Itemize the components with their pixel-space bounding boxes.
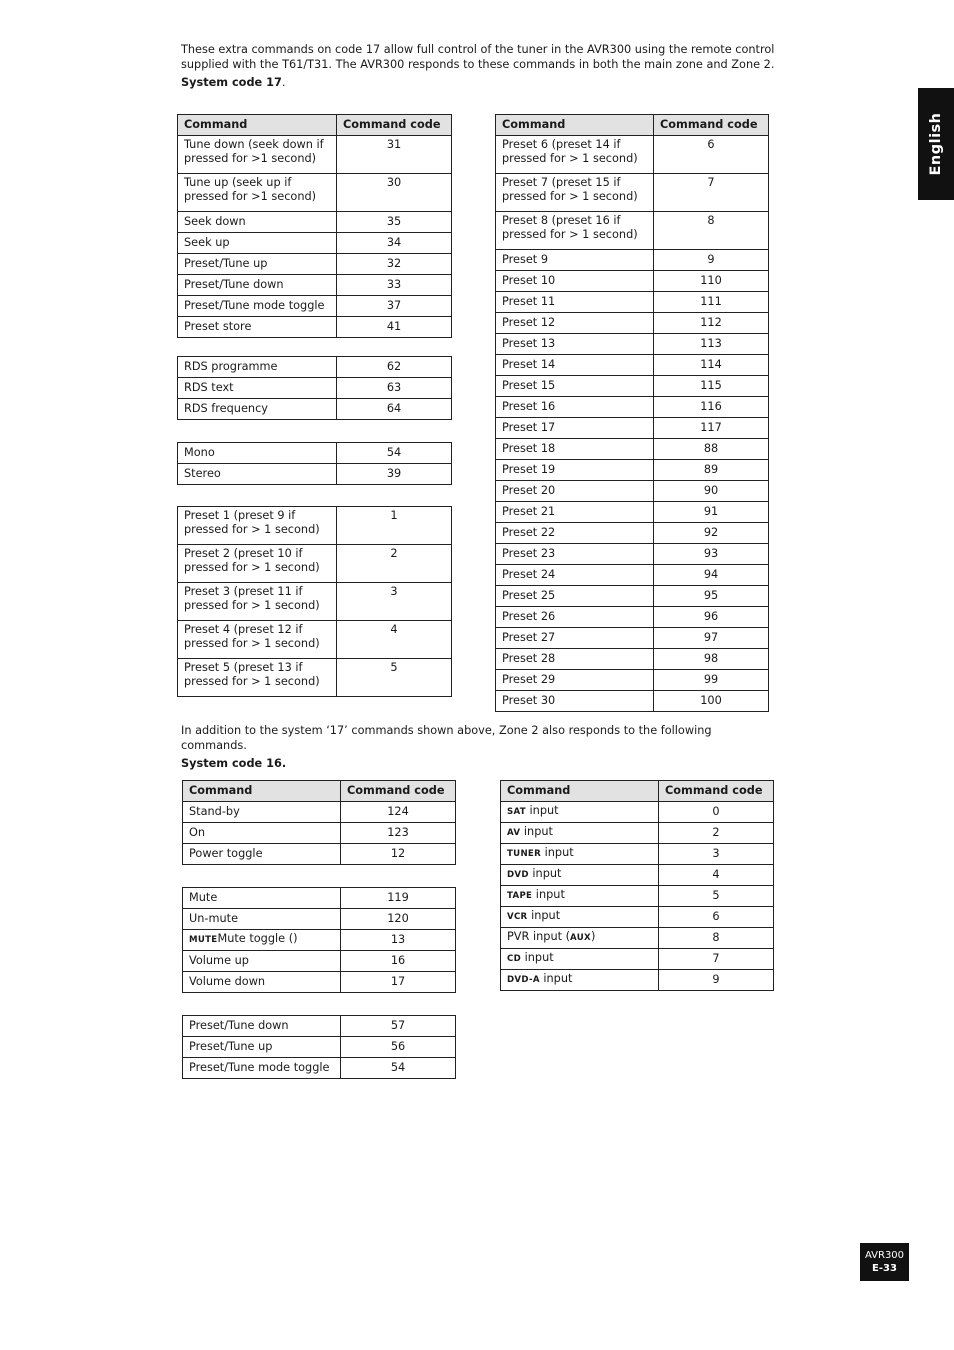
table-row [496,313,769,334]
command-cell [178,174,337,212]
language-tab: English [918,88,954,200]
command-text: Preset 24 [502,567,556,581]
command-code-cell: 63 [337,378,452,399]
command-code-cell: 115 [654,376,769,397]
command-code-cell: 93 [654,544,769,565]
command-text: Un-mute [189,911,239,925]
code17-table-left-b [177,356,452,420]
command-code-cell: 97 [654,628,769,649]
command-code-cell: 31 [337,136,452,174]
system-code-16-label: System code 16. [181,757,287,770]
remote-key-label: MUTE [189,935,218,946]
command-cell [496,439,654,460]
table-row [178,275,452,296]
command-cell [178,212,337,233]
command-cell [496,523,654,544]
command-text: RDS text [184,380,234,394]
table-row [496,691,769,712]
command-code-cell: 7 [654,174,769,212]
command-code-cell: 5 [337,659,452,697]
command-code-cell: 12 [341,844,456,865]
command-cell [496,628,654,649]
table-row [178,443,452,464]
command-text: Volume up [189,953,249,967]
command-code-cell: 88 [654,439,769,460]
table-row [496,334,769,355]
table-header-row [178,115,452,136]
command-cell [183,844,341,865]
table-row [178,583,452,621]
command-text: Preset/Tune down [184,277,284,291]
table-row [183,802,456,823]
table-row [496,607,769,628]
table-row [178,317,452,338]
command-cell [496,376,654,397]
command-code-cell: 39 [337,464,452,485]
command-code-cell: 2 [337,545,452,583]
table-row [496,292,769,313]
command-cell [501,907,659,928]
code16-table-right [500,780,774,991]
code17-table-left-a [177,114,452,338]
remote-key-label: VCR [507,912,528,923]
table-row [183,930,456,951]
command-cell [496,355,654,376]
command-text: Preset/Tune mode toggle [184,298,325,312]
code17-table-right [495,114,769,712]
command-code-cell: 100 [654,691,769,712]
command-text: Preset 29 [502,672,556,686]
command-cell [496,212,654,250]
command-text: Preset 15 [502,378,556,392]
remote-key-label: AUX [570,933,591,944]
command-code-cell: 17 [341,972,456,993]
zone2-paragraph: In addition to the system ‘17’ commands shown above, Zone 2 also responds to the following commands. [181,724,712,752]
table-row [178,174,452,212]
table-row [183,909,456,930]
table-row [501,907,774,928]
command-code-cell: 54 [341,1058,456,1079]
remote-key-label: TAPE [507,891,533,902]
command-code-cell: 64 [337,399,452,420]
intro-paragraph [181,43,781,72]
command-cell [178,136,337,174]
command-code-cell: 94 [654,565,769,586]
command-code-cell: 9 [659,970,774,991]
command-cell [501,823,659,844]
command-cell [178,659,337,697]
command-cell [496,649,654,670]
command-code-cell: 37 [337,296,452,317]
command-code-cell: 2 [659,823,774,844]
command-text: Preset 7 (preset 15 if pressed for > 1 second) [502,176,638,204]
command-code-cell: 110 [654,271,769,292]
command-code-cell: 33 [337,275,452,296]
command-cell [501,802,659,823]
table-row [183,888,456,909]
command-code-cell: 1 [337,507,452,545]
command-cell [501,949,659,970]
command-code-cell: 96 [654,607,769,628]
command-text: Preset 21 [502,504,556,518]
command-cell [183,930,341,951]
table-row [178,545,452,583]
command-cell [496,418,654,439]
table-row [178,296,452,317]
command-text: Preset store [184,319,252,333]
command-text: Seek down [184,214,246,228]
command-text: Tune up (seek up if pressed for >1 second) [184,176,317,204]
command-text: input [532,888,565,902]
table-row [501,802,774,823]
command-text: Preset 3 (preset 11 if pressed for > 1 second) [184,585,320,613]
command-text: Preset 22 [502,525,556,539]
command-text: Preset/Tune up [189,1039,273,1053]
command-cell [496,691,654,712]
table-row [496,544,769,565]
command-text: Preset 17 [502,420,556,434]
command-code-cell: 0 [659,802,774,823]
command-cell [178,399,337,420]
system-code-17: System code 17 [181,76,282,89]
command-cell [496,174,654,212]
command-cell [183,823,341,844]
code17-table-left-d [177,506,452,697]
command-suffix: ) [590,930,596,944]
table-row [178,212,452,233]
command-text: Preset 27 [502,630,556,644]
command-text: Preset/Tune mode toggle [189,1060,330,1074]
command-code-cell: 112 [654,313,769,334]
remote-key-label: TUNER [507,849,542,860]
table-row [496,649,769,670]
command-text: Mute [189,890,218,904]
code16-table-left-b [182,887,456,993]
command-code-cell: 6 [654,136,769,174]
command-code-cell: 99 [654,670,769,691]
command-cell [496,544,654,565]
table-row [178,136,452,174]
command-code-cell: 95 [654,586,769,607]
command-text: input [541,846,574,860]
command-code-cell: 3 [659,844,774,865]
command-cell [178,357,337,378]
command-code-cell: 111 [654,292,769,313]
command-text: Preset 6 (preset 14 if pressed for > 1 second) [502,138,638,166]
command-text: Preset 4 (preset 12 if pressed for > 1 second) [184,623,320,651]
command-code-cell: 32 [337,254,452,275]
command-cell [496,271,654,292]
command-code-cell: 57 [341,1016,456,1037]
remote-key-label: DVD-A [507,975,540,986]
command-cell [178,545,337,583]
command-text: Preset 18 [502,441,556,455]
command-cell [178,443,337,464]
command-cell [496,481,654,502]
command-code-cell: 7 [659,949,774,970]
table-row [178,378,452,399]
command-code-cell: 54 [337,443,452,464]
remote-key-label: SAT [507,807,526,818]
table-row [501,865,774,886]
command-text: Preset 26 [502,609,556,623]
table-row [496,355,769,376]
command-text: Stand-by [189,804,240,818]
command-cell [496,670,654,691]
command-code-cell: 98 [654,649,769,670]
table-row [496,523,769,544]
command-cell [183,888,341,909]
command-text: Preset 1 (preset 9 if pressed for > 1 second) [184,509,320,537]
intro-text: These extra commands on code 17 allow full control of the tuner in the AVR300 using the remote control supplied with the T61/T31. The AVR300 responds to these commands in both the main zone and Zone 2. [181,43,775,71]
header-command: Command [183,781,341,802]
command-suffix: ) [293,932,298,946]
command-code-cell: 41 [337,317,452,338]
command-text: input [525,804,559,818]
command-code-cell: 8 [654,212,769,250]
command-code-cell: 116 [654,397,769,418]
command-text: Preset 13 [502,336,556,350]
command-code-cell: 13 [341,930,456,951]
command-code-cell: 34 [337,233,452,254]
table-header-row [183,781,456,802]
command-cell [178,296,337,317]
command-code-cell: 119 [341,888,456,909]
command-text: Preset 19 [502,462,556,476]
table-row [496,136,769,174]
header-command: Command [496,115,654,136]
table-row [496,397,769,418]
command-text: Preset 12 [502,315,556,329]
table-row [496,439,769,460]
table-row [501,949,774,970]
code16-table-left-c [182,1015,456,1079]
table-row [496,586,769,607]
command-text: Preset 30 [502,693,556,707]
command-text: PVR input ( [507,930,571,944]
code17-table-left-c [177,442,452,485]
command-code-cell: 91 [654,502,769,523]
command-code-cell: 30 [337,174,452,212]
command-cell [183,1037,341,1058]
command-text: Seek up [184,235,230,249]
command-code-cell: 89 [654,460,769,481]
header-command: Command [501,781,659,802]
code16-table-left-a [182,780,456,865]
command-cell [501,886,659,907]
header-command-code: Command code [341,781,456,802]
command-code-cell: 4 [659,865,774,886]
table-row [183,1058,456,1079]
command-text: Preset 11 [502,294,556,308]
command-code-cell: 56 [341,1037,456,1058]
command-cell [183,909,341,930]
command-text: Stereo [184,466,221,480]
page-number: E-33 [872,1263,897,1274]
table-row [183,1037,456,1058]
table-row [178,659,452,697]
table-row [183,972,456,993]
command-cell [496,565,654,586]
command-cell [178,464,337,485]
command-text: Tune down (seek down if pressed for >1 second) [184,138,324,166]
command-cell [178,621,337,659]
command-text: Preset 20 [502,483,556,497]
command-cell [496,250,654,271]
command-text: Preset 9 [502,252,549,266]
command-code-cell: 114 [654,355,769,376]
command-cell [501,928,659,949]
table-row [178,233,452,254]
table-row [178,357,452,378]
command-cell [183,802,341,823]
command-code-cell: 3 [337,583,452,621]
command-text: Preset 16 [502,399,556,413]
table-row [178,399,452,420]
command-cell [183,951,341,972]
command-text: RDS frequency [184,401,268,415]
command-code-cell: 16 [341,951,456,972]
table-row [496,481,769,502]
table-row [496,271,769,292]
command-code-cell: 8 [659,928,774,949]
command-text: Preset 10 [502,273,556,287]
command-text: input [521,951,554,965]
command-cell [501,865,659,886]
command-cell [183,1016,341,1037]
system-code-17-label: System code 17. [181,76,286,89]
command-cell [496,460,654,481]
table-row [501,970,774,991]
command-cell [178,317,337,338]
command-code-cell: 35 [337,212,452,233]
command-code-cell: 113 [654,334,769,355]
command-text: Volume down [189,974,266,988]
table-row [496,212,769,250]
header-command-code: Command code [659,781,774,802]
command-code-cell: 92 [654,523,769,544]
page-footer [860,1243,909,1281]
command-text: Preset 2 (preset 10 if pressed for > 1 second) [184,547,320,575]
table-row [496,376,769,397]
command-code-cell: 123 [341,823,456,844]
command-cell [496,334,654,355]
table-row [183,844,456,865]
command-text: Preset 14 [502,357,556,371]
command-cell [178,583,337,621]
command-text: On [189,825,206,839]
table-row [496,418,769,439]
table-row [178,507,452,545]
command-text: Mono [184,445,215,459]
command-text: input [539,972,573,986]
remote-key-label: AV [507,828,521,839]
command-text: Power toggle [189,846,263,860]
command-cell [496,586,654,607]
command-text: Preset 25 [502,588,556,602]
command-text: Preset/Tune up [184,256,268,270]
remote-key-label: CD [507,954,522,965]
table-row [496,174,769,212]
command-code-cell: 5 [659,886,774,907]
header-command-code: Command code [654,115,769,136]
table-row [183,951,456,972]
command-code-cell: 90 [654,481,769,502]
table-row [496,670,769,691]
command-code-cell: 120 [341,909,456,930]
command-text: input [520,825,553,839]
command-text: Preset 28 [502,651,556,665]
table-row [496,565,769,586]
table-row [501,928,774,949]
table-row [496,502,769,523]
remote-key-label: DVD [507,870,529,881]
command-cell [183,972,341,993]
table-header-row [501,781,774,802]
table-row [178,464,452,485]
command-code-cell: 4 [337,621,452,659]
table-row [496,460,769,481]
command-cell [178,254,337,275]
command-code-cell: 9 [654,250,769,271]
command-text: RDS programme [184,359,278,373]
command-cell [178,378,337,399]
command-cell [496,502,654,523]
command-text: Preset 5 (preset 13 if pressed for > 1 second) [184,661,320,689]
command-cell [183,1058,341,1079]
table-row [496,628,769,649]
command-cell [178,507,337,545]
command-cell [496,313,654,334]
footer-model: AVR300 [864,1250,905,1261]
table-row [501,844,774,865]
command-cell [178,275,337,296]
header-command-code: Command code [337,115,452,136]
table-row [183,1016,456,1037]
command-text: input [528,867,562,881]
command-cell [501,970,659,991]
command-cell [496,136,654,174]
table-row [183,823,456,844]
command-cell [496,292,654,313]
command-cell [501,844,659,865]
command-text: input [527,909,561,923]
command-cell [496,397,654,418]
command-text: Preset 23 [502,546,556,560]
command-code-cell: 124 [341,802,456,823]
table-row [501,823,774,844]
table-row [178,254,452,275]
command-code-cell: 62 [337,357,452,378]
command-code-cell: 6 [659,907,774,928]
command-text: Mute toggle ( [217,932,294,946]
command-text: Preset 8 (preset 16 if pressed for > 1 second) [502,214,638,242]
command-cell [178,233,337,254]
command-code-cell: 117 [654,418,769,439]
table-row [178,621,452,659]
table-header-row [496,115,769,136]
command-text: Preset/Tune down [189,1018,289,1032]
table-row [501,886,774,907]
command-cell [496,607,654,628]
header-command: Command [178,115,337,136]
table-row [496,250,769,271]
